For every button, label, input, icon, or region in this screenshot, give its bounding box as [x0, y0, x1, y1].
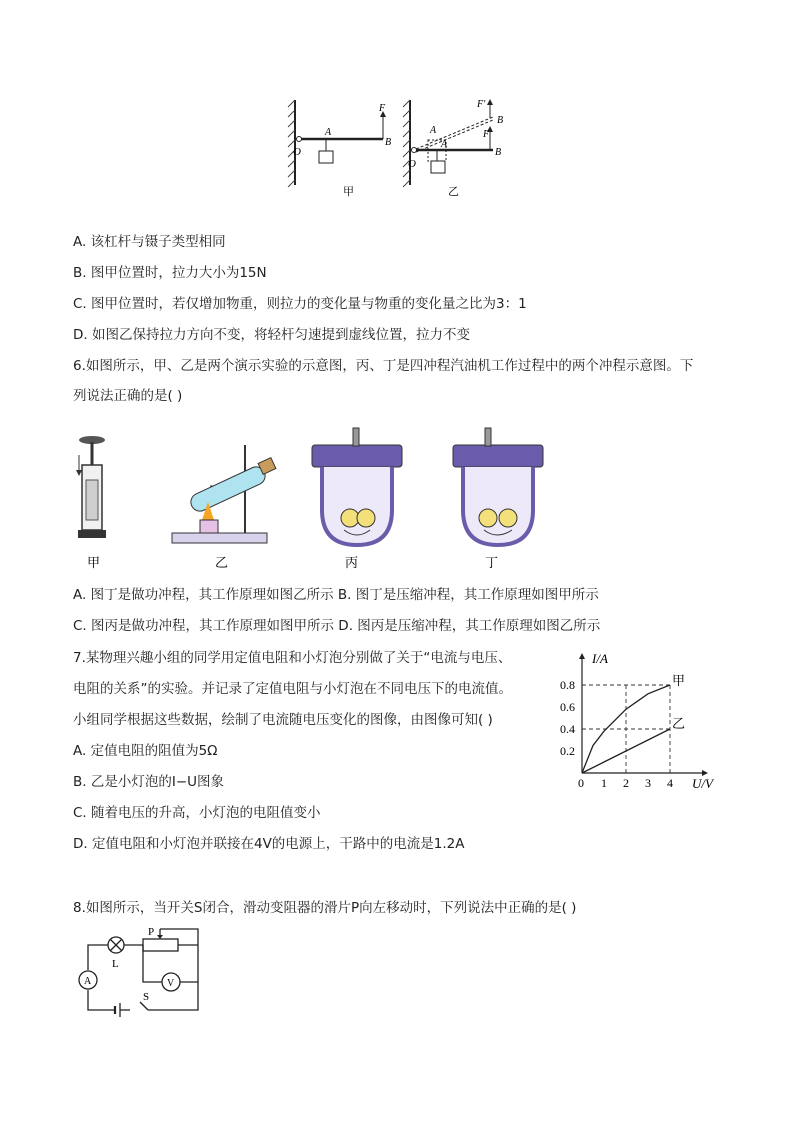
label-B1: B: [497, 115, 504, 126]
x-tick-3: 3: [645, 776, 651, 790]
label-F: F: [379, 103, 386, 114]
circuit-figure: [68, 925, 208, 1020]
label-B: B: [385, 137, 392, 148]
caption-yi: 乙: [448, 186, 459, 198]
label-O2: O: [408, 158, 416, 170]
engine-bing: [312, 428, 402, 545]
q7-option-a: A. 定值电阻的阻值为5Ω: [73, 743, 218, 759]
x-tick-4: 4: [667, 776, 673, 790]
y-tick-0.8: 0.8: [560, 678, 575, 692]
lever-figure: [285, 95, 515, 205]
label-A2: A: [441, 139, 448, 150]
caption-6-yi: 乙: [215, 555, 229, 570]
q7-stem-line1: 7.某物理兴趣小组的同学用定值电阻和小灯泡分别做了关于“电流与电压、: [73, 650, 512, 666]
label-B2: B: [495, 147, 502, 158]
q5-option-a: A. 该杠杆与镊子类型相同: [73, 234, 226, 250]
q6-options-row1: A. 图丁是做功冲程，其工作原理如图乙所示 B. 图丁是压缩冲程，其工作原理如图甲所示: [73, 587, 599, 603]
q7-option-b: B. 乙是小灯泡的I−U图象: [73, 774, 225, 790]
label-S: S: [143, 991, 150, 1003]
q7-option-d: D. 定值电阻和小灯泡并联接在4V的电源上，干路中的电流是1.2A: [73, 836, 465, 852]
q6-figures: [60, 420, 660, 580]
series-label-0: 甲: [672, 673, 686, 688]
label-A: A: [325, 127, 332, 138]
series-label-1: 乙: [672, 716, 686, 731]
q6-stem-line2: 列说法正确的是( ): [73, 388, 183, 404]
q7-stem-line2: 电阻的关系”的实验。并记录了定值电阻与小灯泡在不同电压下的电流值。: [73, 681, 512, 697]
caption-6-jia: 甲: [87, 555, 101, 570]
label-V-meter: V: [167, 978, 175, 989]
x-tick-0: 0: [578, 776, 584, 790]
iu-chart-svg: [560, 645, 730, 795]
y-tick-0.6: 0.6: [560, 700, 575, 714]
engine-ding: [453, 428, 543, 545]
caption-6-bing: 丙: [345, 555, 359, 570]
q6-options-row2: C. 图丙是做功冲程，其工作原理如图甲所示 D. 图丙是压缩冲程，其工作原理如图乙所示: [73, 618, 601, 634]
label-F2: F: [483, 129, 490, 140]
q6-diagrams: [60, 420, 660, 580]
y-tick-0.4: 0.4: [560, 722, 575, 736]
q5-option-c: C. 图甲位置时，若仅增加物重，则拉力的变化量与物重的变化量之比为3：1: [73, 296, 527, 312]
label-L: L: [112, 958, 119, 970]
q6-stem-line1: 6.如图所示，甲、乙是两个演示实验的示意图，丙、丁是四冲程汽油机工作过程中的两个冲程示意图。下: [73, 358, 694, 374]
label-A-meter: A: [84, 976, 92, 987]
x-tick-1: 1: [601, 776, 607, 790]
air-compression-apparatus: [76, 436, 106, 538]
q7-stem-line3: 小组同学根据这些数据，绘制了电流随电压变化的图像，由图像可知( ): [73, 712, 493, 728]
label-P: P: [148, 926, 155, 938]
x-tick-2: 2: [623, 776, 629, 790]
iu-chart: [560, 645, 730, 795]
q5-option-b: B. 图甲位置时，拉力大小为15N: [73, 265, 267, 281]
label-A1: A: [430, 125, 437, 136]
y-axis-label: I/A: [592, 651, 608, 666]
y-tick-0.2: 0.2: [560, 744, 575, 758]
caption-jia: 甲: [343, 186, 354, 198]
lever-diagram: [285, 95, 515, 205]
q7-option-c: C. 随着电压的升高，小灯泡的电阻值变小: [73, 805, 321, 821]
circuit-diagram: [68, 925, 208, 1020]
q5-option-d: D. 如图乙保持拉力方向不变，将轻杆匀速提到虚线位置，拉力不变: [73, 327, 470, 343]
q8-stem: 8.如图所示，当开关S闭合，滑动变阻器的滑片P向左移动时，下列说法中正确的是( ): [73, 900, 577, 916]
label-O: O: [293, 146, 301, 158]
x-axis-label: U/V: [692, 776, 713, 791]
label-F-prime: F': [477, 99, 486, 110]
caption-6-ding: 丁: [485, 555, 499, 570]
test-tube-heating: [172, 445, 276, 543]
